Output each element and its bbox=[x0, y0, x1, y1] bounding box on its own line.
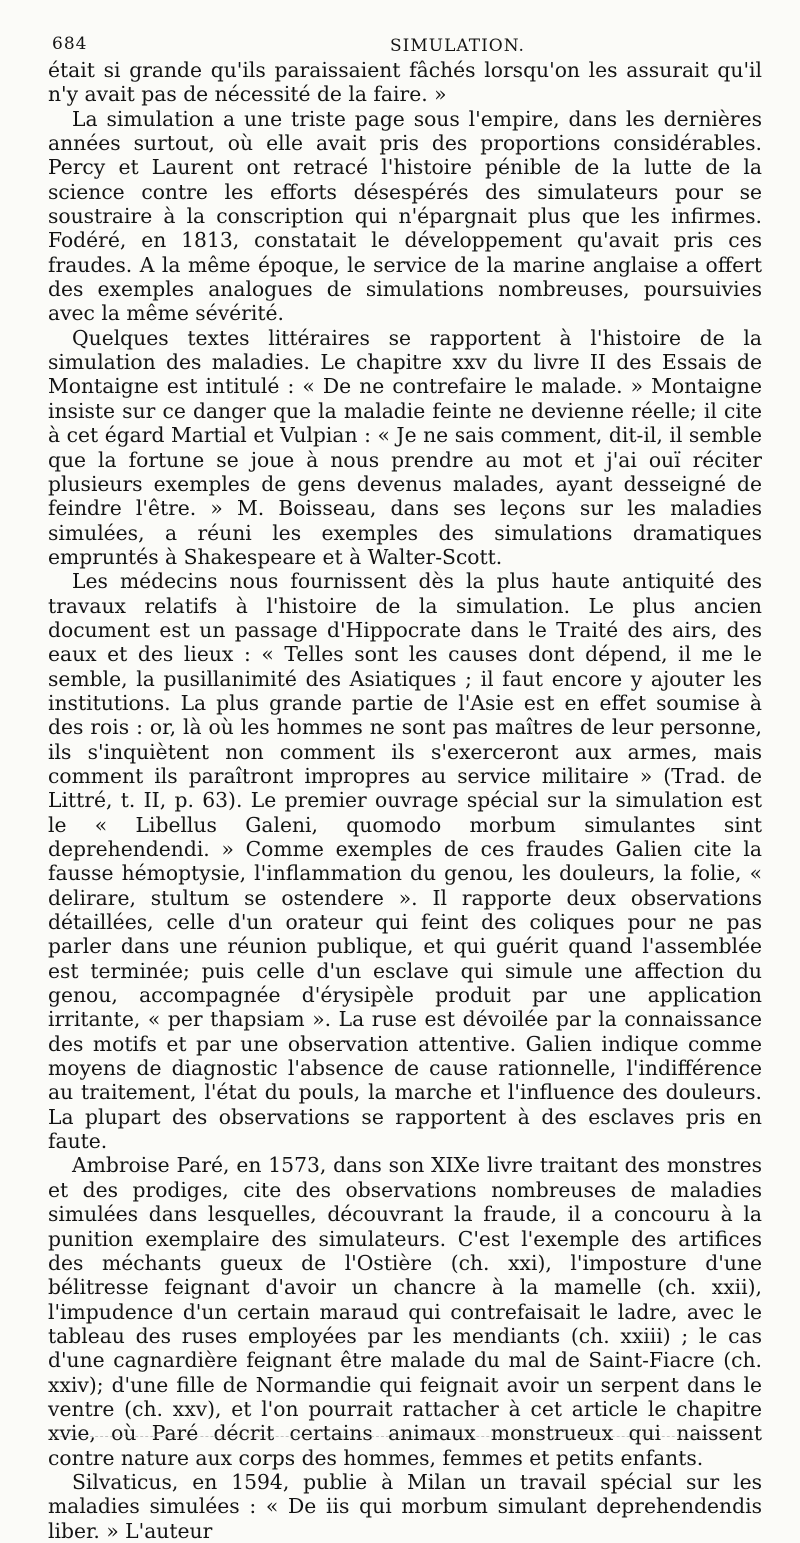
running-head bbox=[48, 26, 762, 58]
bottom-divider bbox=[50, 1436, 750, 1441]
paragraph-empire: La simulation a une triste page sous l'empire, dans les dernières années surtout, où elle avait pris des proportions considérables. Percy et Laurent ont retracé l'histoire pénible de la lutte de la science contre les efforts désespérés des simulateurs pour se soustraire à la conscription qui n'épargnait plus que les infirmes. Fodéré, en 1813, constatait le développement qu'avait pris ces fraudes. A la même époque, le service de la marine anglaise a offert des exemples analogues de simulations nombreuses, poursuivies avec la même sévérité. bbox=[48, 106, 762, 326]
running-title: SIMULATION. bbox=[390, 36, 525, 56]
paragraph-literary-texts: Quelques textes littéraires se rapportent à l'histoire de la simulation des maladies. Le chapitre xxv du livre II des Essais de Montaigne est intitulé : « De ne contrefaire le malade. » Montaigne insiste sur ce danger que la maladie feinte ne devienne réelle; il cite à cet égard Martial et Vulpian : « Je ne sais comment, dit-il, il semble que la fortune se joue à nous prendre au mot et j'ai ouï réciter plusieurs exemples de gens devenus malades, ayant desseigné de feindre l'être. » M. Boisseau, dans ses leçons sur les maladies simulées, a réuni les exemples des simulations dramatiques empruntés à Shakespeare et à Walter-Scott. bbox=[48, 325, 762, 569]
paragraph-silvaticus: Silvaticus, en 1594, publie à Milan un travail spécial sur les maladies simulées : « De iis qui morbum simulant deprehendendis liber. » L'auteur bbox=[48, 1469, 762, 1543]
body-text bbox=[48, 58, 762, 1543]
paragraph-ambroise-pare: Ambroise Paré, en 1573, dans son XIXe livre traitant des monstres et des prodiges, cite des observations nombreuses de maladies simulées dans lesquelles, découvrant la fraude, il a concouru à la punition exemplaire des simulateurs. C'est l'exemple des artifices des méchants gueux de l'Ostière (ch. xxi), l'imposture d'une bélitresse feignant d'avoir un chancre à la mamelle (ch. xxii), l'impudence d'un certain maraud qui contrefaisait le ladre, avec le tableau des ruses employées par les mendiants (ch. xxiii) ; le cas d'une cagnardière feignant être malade du mal de Saint-Fiacre (ch. xxiv); d'une fille de Normandie qui feignait avoir un serpent dans le ventre (ch. xxv), et l'on pourrait rattacher à cet article le chapitre xvie, où Paré décrit certains animaux monstrueux qui naissent contre nature aux corps des hommes, femmes et petits enfants. bbox=[48, 1153, 762, 1470]
paragraph-continuation: était si grande qu'ils paraissaient fâchés lorsqu'on les assurait qu'il n'y avait pas de nécessité de la faire. » bbox=[48, 58, 762, 107]
paragraph-physicians-antiquity: Les médecins nous fournissent dès la plus haute antiquité des travaux relatifs à l'histoire de la simulation. Le plus ancien document est un passage d'Hippocrate dans le Traité des airs, des eaux et des lieux : « Telles sont les causes dont dépend, il me le semble, la pusillanimité des Asiatiques ; il faut encore y ajouter les institutions. La plus grande partie de l'Asie est en effet soumise à des rois : or, là où les hommes ne sont pas maîtres de leur personne, ils s'inquiètent non comment ils s'exerceront aux armes, mais comment ils paraîtront impropres au service militaire » (Trad. de Littré, t. II, p. 63). Le premier ouvrage spécial sur la simulation est le « Libellus Galeni, quomodo morbum simulantes sint deprehendendi. » Comme exemples de ces fraudes Galien cite la fausse hémoptysie, l'inflammation du genou, les douleurs, la folie, « delirare, stultum se ostendere ». Il rapporte deux observations détaillées, celle d'un orateur qui feint des coliques pour ne pas parler dans une réunion publique, et qui guérit quand l'assemblée est terminée; puis celle d'un esclave qui simule une affection du genou, accompagnée d'érysipèle produit par une application irritante, « per thapsiam ». La ruse est dévoilée par la connaissance des motifs et par une observation attentive. Galien indique comme moyens de diagnostic l'absence de cause rationnelle, l'indifférence au traitement, l'état du pouls, la marche et l'influence des douleurs. La plupart des observations se rapportent à des esclaves pris en faute. bbox=[48, 569, 762, 1154]
page-number: 684 bbox=[52, 34, 88, 54]
